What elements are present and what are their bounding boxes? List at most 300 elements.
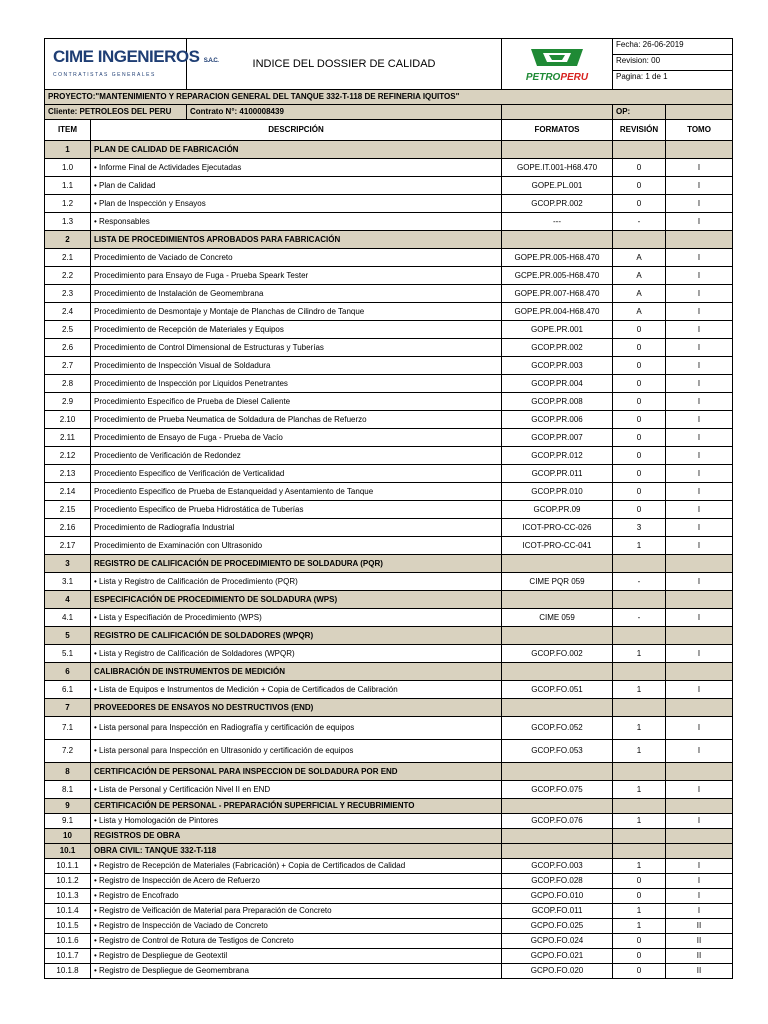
item-tomo: I xyxy=(666,501,733,519)
section-number: 9 xyxy=(45,799,91,814)
table-row xyxy=(45,465,733,483)
item-description: • Lista personal para Inspección en Radiografía y certificación de equipos xyxy=(91,717,502,740)
section-title: REGISTRO DE CALIFICACIÓN DE SOLDADORES (WPQR) xyxy=(91,627,502,645)
item-revision: 1 xyxy=(613,781,666,799)
item-revision: 0 xyxy=(613,393,666,411)
item-tomo: I xyxy=(666,814,733,829)
item-number: 2.11 xyxy=(45,429,91,447)
item-description: Procedimiento de Radiografía Industrial xyxy=(91,519,502,537)
table-row xyxy=(45,681,733,699)
table-row xyxy=(45,267,733,285)
item-format: GCOP.FO.051 xyxy=(502,681,613,699)
index-rows xyxy=(45,141,733,979)
table-row xyxy=(45,447,733,465)
petroperu-logo xyxy=(502,39,613,90)
item-format: GCOP.PR.008 xyxy=(502,393,613,411)
empty-cell xyxy=(613,844,666,859)
item-revision: 0 xyxy=(613,357,666,375)
item-format: GCOP.FO.076 xyxy=(502,814,613,829)
table-row xyxy=(45,781,733,799)
item-format: GCOP.FO.052 xyxy=(502,717,613,740)
empty-cell xyxy=(613,627,666,645)
item-description: • Registro de Encofrado xyxy=(91,889,502,904)
item-format: CIME 059 xyxy=(502,609,613,627)
item-revision: 0 xyxy=(613,465,666,483)
section-number: 2 xyxy=(45,231,91,249)
col-descripcion: DESCRIPCIÓN xyxy=(91,120,502,141)
item-revision: 0 xyxy=(613,889,666,904)
section-number: 3 xyxy=(45,555,91,573)
item-number: 7.2 xyxy=(45,740,91,763)
item-number: 10.1.8 xyxy=(45,964,91,979)
item-description: Procediento Especifico de Verificación de Verticalidad xyxy=(91,465,502,483)
empty-cell xyxy=(613,141,666,159)
empty-cell xyxy=(666,555,733,573)
empty-cell xyxy=(502,627,613,645)
empty-cell xyxy=(502,555,613,573)
item-tomo: I xyxy=(666,859,733,874)
table-row xyxy=(45,285,733,303)
item-description: Procedimiento de Recepción de Materiales y Equipos xyxy=(91,321,502,339)
item-number: 7.1 xyxy=(45,717,91,740)
item-revision: 1 xyxy=(613,859,666,874)
item-revision: 0 xyxy=(613,483,666,501)
item-revision: 0 xyxy=(613,501,666,519)
item-tomo: I xyxy=(666,339,733,357)
item-number: 1.2 xyxy=(45,195,91,213)
project-title: PROYECTO:"MANTENIMIENTO Y REPARACION GENERAL DEL TANQUE 332-T-118 DE REFINERIA IQUITOS" xyxy=(45,90,733,105)
item-tomo: I xyxy=(666,483,733,501)
empty-cell xyxy=(666,663,733,681)
empty-cell xyxy=(666,231,733,249)
item-revision: 0 xyxy=(613,159,666,177)
item-format: GCOP.FO.028 xyxy=(502,874,613,889)
item-number: 10.1.3 xyxy=(45,889,91,904)
item-revision: - xyxy=(613,213,666,231)
item-format: GOPE.PR.001 xyxy=(502,321,613,339)
item-number: 10.1.1 xyxy=(45,859,91,874)
col-item: ITEM xyxy=(45,120,91,141)
item-format: GCOP.PR.006 xyxy=(502,411,613,429)
item-number: 2.17 xyxy=(45,537,91,555)
item-description: Procedimiento de Prueba Neumatica de Soldadura de Planchas de Refuerzo xyxy=(91,411,502,429)
item-format: GCOP.PR.010 xyxy=(502,483,613,501)
section-number: 10 xyxy=(45,829,91,844)
section-title: CALIBRACIÓN DE INSTRUMENTOS DE MEDICIÓN xyxy=(91,663,502,681)
item-description: Procedimiento de Inspección por Liquidos Penetrantes xyxy=(91,375,502,393)
item-tomo: I xyxy=(666,195,733,213)
item-number: 10.1.2 xyxy=(45,874,91,889)
item-description: • Registro de Veificación de Material para Preparación de Concreto xyxy=(91,904,502,919)
item-description: • Registro de Despliegue de Geotextil xyxy=(91,949,502,964)
item-number: 1.1 xyxy=(45,177,91,195)
item-number: 4.1 xyxy=(45,609,91,627)
table-row xyxy=(45,717,733,740)
item-revision: 0 xyxy=(613,321,666,339)
item-format: GCOP.FO.002 xyxy=(502,645,613,663)
item-format: GCPO.FO.020 xyxy=(502,964,613,979)
item-tomo: I xyxy=(666,213,733,231)
section-row xyxy=(45,699,733,717)
table-row xyxy=(45,159,733,177)
empty-cell xyxy=(613,555,666,573)
item-number: 2.4 xyxy=(45,303,91,321)
item-number: 10.1.4 xyxy=(45,904,91,919)
item-description: Procediento Especifico de Prueba de Estanqueidad y Asentamiento de Tanque xyxy=(91,483,502,501)
item-number: 3.1 xyxy=(45,573,91,591)
item-revision: A xyxy=(613,267,666,285)
item-number: 2.12 xyxy=(45,447,91,465)
table-row xyxy=(45,339,733,357)
empty-cell xyxy=(666,627,733,645)
item-tomo: I xyxy=(666,681,733,699)
section-title: LISTA DE PROCEDIMIENTOS APROBADOS PARA FABRICACIÓN xyxy=(91,231,502,249)
item-revision: - xyxy=(613,573,666,591)
section-number: 1 xyxy=(45,141,91,159)
section-title: OBRA CIVIL: TANQUE 332-T-118 xyxy=(91,844,502,859)
item-tomo: I xyxy=(666,159,733,177)
section-number: 5 xyxy=(45,627,91,645)
empty-cell xyxy=(502,591,613,609)
table-row xyxy=(45,519,733,537)
item-revision: 0 xyxy=(613,195,666,213)
item-revision: 1 xyxy=(613,537,666,555)
item-number: 10.1.6 xyxy=(45,934,91,949)
item-number: 9.1 xyxy=(45,814,91,829)
item-description: • Registro de Recepción de Materiales (Fabricación) + Copia de Certificados de Calidad xyxy=(91,859,502,874)
item-format: GOPE.PR.005-H68.470 xyxy=(502,249,613,267)
item-revision: 0 xyxy=(613,934,666,949)
section-row xyxy=(45,627,733,645)
empty-cell xyxy=(502,663,613,681)
revision-header: Revision: 00 xyxy=(613,55,732,71)
item-format: GCPO.FO.010 xyxy=(502,889,613,904)
empty-cell xyxy=(666,829,733,844)
item-number: 2.8 xyxy=(45,375,91,393)
section-row xyxy=(45,663,733,681)
item-format: ICOT-PRO-CC-041 xyxy=(502,537,613,555)
col-tomo: TOMO xyxy=(666,120,733,141)
cliente: Cliente: PETROLEOS DEL PERU xyxy=(45,105,187,120)
item-tomo: I xyxy=(666,537,733,555)
section-row xyxy=(45,141,733,159)
item-tomo: I xyxy=(666,904,733,919)
item-description: Procediento de Verificación de Redondez xyxy=(91,447,502,465)
table-row xyxy=(45,429,733,447)
item-number: 2.1 xyxy=(45,249,91,267)
table-row xyxy=(45,859,733,874)
item-revision: 0 xyxy=(613,339,666,357)
item-tomo: I xyxy=(666,645,733,663)
item-tomo: II xyxy=(666,934,733,949)
section-title: CERTIFICACIÓN DE PERSONAL PARA INSPECCION DE SOLDADURA POR END xyxy=(91,763,502,781)
item-description: • Responsables xyxy=(91,213,502,231)
item-description: • Lista y Especifiación de Procedimiento (WPS) xyxy=(91,609,502,627)
empty-cell xyxy=(666,141,733,159)
item-tomo: II xyxy=(666,949,733,964)
table-row xyxy=(45,949,733,964)
item-revision: 1 xyxy=(613,740,666,763)
item-number: 2.16 xyxy=(45,519,91,537)
item-number: 2.15 xyxy=(45,501,91,519)
item-description: Procedimiento de Instalación de Geomembrana xyxy=(91,285,502,303)
section-title: PROVEEDORES DE ENSAYOS NO DESTRUCTIVOS (END) xyxy=(91,699,502,717)
item-revision: 0 xyxy=(613,447,666,465)
section-row xyxy=(45,799,733,814)
item-number: 2.10 xyxy=(45,411,91,429)
item-number: 2.2 xyxy=(45,267,91,285)
item-tomo: I xyxy=(666,609,733,627)
pagina: Pagina: 1 de 1 xyxy=(616,72,668,81)
item-number: 8.1 xyxy=(45,781,91,799)
item-tomo: II xyxy=(666,919,733,934)
item-description: Procediento Especifico de Prueba Hidrostática de Tuberías xyxy=(91,501,502,519)
header-table xyxy=(44,38,733,979)
item-format: GCOP.PR.004 xyxy=(502,375,613,393)
section-row xyxy=(45,231,733,249)
cime-logo xyxy=(45,39,219,90)
item-revision: 0 xyxy=(613,411,666,429)
section-row xyxy=(45,829,733,844)
company-tagline: CONTRATISTAS GENERALES xyxy=(53,72,156,78)
item-revision: 0 xyxy=(613,429,666,447)
item-number: 1.0 xyxy=(45,159,91,177)
item-revision: 1 xyxy=(613,814,666,829)
item-number: 2.13 xyxy=(45,465,91,483)
item-format: --- xyxy=(502,213,613,231)
item-revision: 1 xyxy=(613,717,666,740)
table-row xyxy=(45,874,733,889)
item-revision: 3 xyxy=(613,519,666,537)
item-description: • Registro de Control de Rotura de Testigos de Concreto xyxy=(91,934,502,949)
empty-cell xyxy=(613,829,666,844)
item-format: GCOP.FO.053 xyxy=(502,740,613,763)
item-revision: 1 xyxy=(613,645,666,663)
item-tomo: I xyxy=(666,303,733,321)
section-title: CERTIFICACIÓN DE PERSONAL - PREPARACIÓN SUPERFICIAL Y RECUBRIMIENTO xyxy=(91,799,502,814)
item-tomo: I xyxy=(666,781,733,799)
contrato: Contrato N°: 4100008439 xyxy=(187,105,502,120)
item-tomo: I xyxy=(666,740,733,763)
peru-text: PERU xyxy=(560,71,589,83)
item-description: Procedimiento de Vaciado de Concreto xyxy=(91,249,502,267)
col-formatos: FORMATOS xyxy=(502,120,613,141)
empty-cell xyxy=(502,763,613,781)
item-format: GCOP.PR.09 xyxy=(502,501,613,519)
company-name: CIME INGENIEROS xyxy=(53,47,200,66)
empty-cell xyxy=(666,844,733,859)
item-description: • Plan de Inspección y Ensayos xyxy=(91,195,502,213)
item-revision: A xyxy=(613,303,666,321)
item-number: 6.1 xyxy=(45,681,91,699)
item-description: • Registro de Inspección de Acero de Refuerzo xyxy=(91,874,502,889)
table-row xyxy=(45,537,733,555)
fecha: Fecha: 26-06-2019 xyxy=(613,39,732,55)
empty-cell xyxy=(666,591,733,609)
item-tomo: I xyxy=(666,411,733,429)
table-row xyxy=(45,411,733,429)
item-format: GOPE.IT.001-H68.470 xyxy=(502,159,613,177)
empty-cell xyxy=(666,799,733,814)
item-tomo: I xyxy=(666,447,733,465)
item-tomo: I xyxy=(666,249,733,267)
section-title: REGISTRO DE CALIFICACIÓN DE PROCEDIMIENTO DE SOLDADURA (PQR) xyxy=(91,555,502,573)
item-format: GOPE.PR.004-H68.470 xyxy=(502,303,613,321)
item-description: Procedimiento de Ensayo de Fuga - Prueba de Vacío xyxy=(91,429,502,447)
item-format: GOPE.PR.007-H68.470 xyxy=(502,285,613,303)
document-title: INDICE DEL DOSSIER DE CALIDAD xyxy=(187,39,502,90)
item-revision: A xyxy=(613,249,666,267)
empty-cell xyxy=(613,663,666,681)
section-row xyxy=(45,844,733,859)
item-format: GCOP.PR.002 xyxy=(502,339,613,357)
table-row xyxy=(45,393,733,411)
item-description: • Lista personal para Inspección en Ultrasonido y certificación de equipos xyxy=(91,740,502,763)
item-number: 10.1.5 xyxy=(45,919,91,934)
item-revision: 1 xyxy=(613,919,666,934)
item-format: GCOP.PR.012 xyxy=(502,447,613,465)
item-revision: 0 xyxy=(613,874,666,889)
item-description: • Lista y Registro de Calificación de Soldadores (WPQR) xyxy=(91,645,502,663)
item-revision: 1 xyxy=(613,681,666,699)
item-tomo: I xyxy=(666,267,733,285)
table-row xyxy=(45,177,733,195)
empty-cell xyxy=(502,844,613,859)
item-tomo: I xyxy=(666,393,733,411)
section-number: 4 xyxy=(45,591,91,609)
item-tomo: I xyxy=(666,874,733,889)
section-row xyxy=(45,555,733,573)
item-tomo: I xyxy=(666,357,733,375)
item-number: 2.5 xyxy=(45,321,91,339)
item-format: GCPO.FO.021 xyxy=(502,949,613,964)
table-row xyxy=(45,573,733,591)
item-tomo: I xyxy=(666,285,733,303)
item-tomo: I xyxy=(666,321,733,339)
table-row xyxy=(45,303,733,321)
item-description: Procedimiento para Ensayo de Fuga - Prueba Speark Tester xyxy=(91,267,502,285)
item-format: GCOP.FO.011 xyxy=(502,904,613,919)
section-number: 10.1 xyxy=(45,844,91,859)
item-revision: 1 xyxy=(613,904,666,919)
empty-cell xyxy=(502,799,613,814)
item-format: GCPO.FO.024 xyxy=(502,934,613,949)
item-format: ICOT-PRO-CC-026 xyxy=(502,519,613,537)
section-row xyxy=(45,591,733,609)
item-description: Procedimiento de Inspección Visual de Soldadura xyxy=(91,357,502,375)
empty-cell xyxy=(502,141,613,159)
col-revision: REVISIÓN xyxy=(613,120,666,141)
petroperu-emblem-icon xyxy=(527,46,587,70)
empty-cell xyxy=(613,699,666,717)
empty-cell xyxy=(502,699,613,717)
item-format: GCOP.FO.075 xyxy=(502,781,613,799)
item-tomo: I xyxy=(666,573,733,591)
item-tomo: I xyxy=(666,177,733,195)
dossier-sheet xyxy=(44,38,732,979)
item-description: • Registro de Inspección de Vaciado de Concreto xyxy=(91,919,502,934)
empty-cell xyxy=(613,763,666,781)
empty-cell xyxy=(613,591,666,609)
empty-cell xyxy=(666,763,733,781)
empty-cell xyxy=(613,799,666,814)
item-description: Procedimiento Especifico de Prueba de Diesel Caliente xyxy=(91,393,502,411)
table-row xyxy=(45,501,733,519)
item-description: • Registro de Despliegue de Geomembrana xyxy=(91,964,502,979)
item-number: 1.3 xyxy=(45,213,91,231)
item-format: GCOP.PR.011 xyxy=(502,465,613,483)
item-tomo: I xyxy=(666,465,733,483)
table-row xyxy=(45,919,733,934)
table-row xyxy=(45,889,733,904)
item-description: • Plan de Calidad xyxy=(91,177,502,195)
petro-text: PETRO xyxy=(525,71,561,83)
item-format: GOPE.PL.001 xyxy=(502,177,613,195)
item-revision: A xyxy=(613,285,666,303)
item-number: 2.3 xyxy=(45,285,91,303)
item-format: GCOP.PR.003 xyxy=(502,357,613,375)
company-suffix: S.A.C. xyxy=(203,58,219,64)
item-tomo: I xyxy=(666,519,733,537)
table-row xyxy=(45,964,733,979)
item-number: 2.7 xyxy=(45,357,91,375)
table-row xyxy=(45,934,733,949)
table-row xyxy=(45,321,733,339)
table-row xyxy=(45,904,733,919)
table-row xyxy=(45,357,733,375)
item-format: GCOP.PR.002 xyxy=(502,195,613,213)
item-number: 2.9 xyxy=(45,393,91,411)
item-tomo: I xyxy=(666,375,733,393)
op-label: OP: xyxy=(613,105,666,120)
table-row xyxy=(45,375,733,393)
table-row xyxy=(45,195,733,213)
item-description: • Lista de Personal y Certificación Nivel II en END xyxy=(91,781,502,799)
item-revision: 0 xyxy=(613,964,666,979)
item-revision: 0 xyxy=(613,949,666,964)
item-description: Procedimiento de Desmontaje y Montaje de Planchas de Cilindro de Tanque xyxy=(91,303,502,321)
item-description: Procedimiento de Control Dimensional de Estructuras y Tuberías xyxy=(91,339,502,357)
section-number: 8 xyxy=(45,763,91,781)
empty-cell xyxy=(502,231,613,249)
item-number: 2.6 xyxy=(45,339,91,357)
item-description: • Lista y Homologación de Pintores xyxy=(91,814,502,829)
item-format: GCOP.PR.007 xyxy=(502,429,613,447)
item-description: Procedimiento de Examinación con Ultrasonido xyxy=(91,537,502,555)
table-row xyxy=(45,645,733,663)
item-format: CIME PQR 059 xyxy=(502,573,613,591)
item-number: 2.14 xyxy=(45,483,91,501)
item-revision: 0 xyxy=(613,375,666,393)
item-format: GCPO.FO.025 xyxy=(502,919,613,934)
empty-cell xyxy=(502,829,613,844)
item-format: GCOP.FO.003 xyxy=(502,859,613,874)
item-number: 10.1.7 xyxy=(45,949,91,964)
item-revision: - xyxy=(613,609,666,627)
item-number: 5.1 xyxy=(45,645,91,663)
section-row xyxy=(45,763,733,781)
item-revision: 0 xyxy=(613,177,666,195)
item-tomo: I xyxy=(666,429,733,447)
item-tomo: II xyxy=(666,964,733,979)
table-row xyxy=(45,249,733,267)
table-row xyxy=(45,609,733,627)
table-row xyxy=(45,740,733,763)
section-title: ESPECIFICACIÓN DE PROCEDIMIENTO DE SOLDADURA (WPS) xyxy=(91,591,502,609)
section-number: 7 xyxy=(45,699,91,717)
item-description: • Lista y Registro de Calificación de Procedimiento (PQR) xyxy=(91,573,502,591)
section-title: REGISTROS DE OBRA xyxy=(91,829,502,844)
